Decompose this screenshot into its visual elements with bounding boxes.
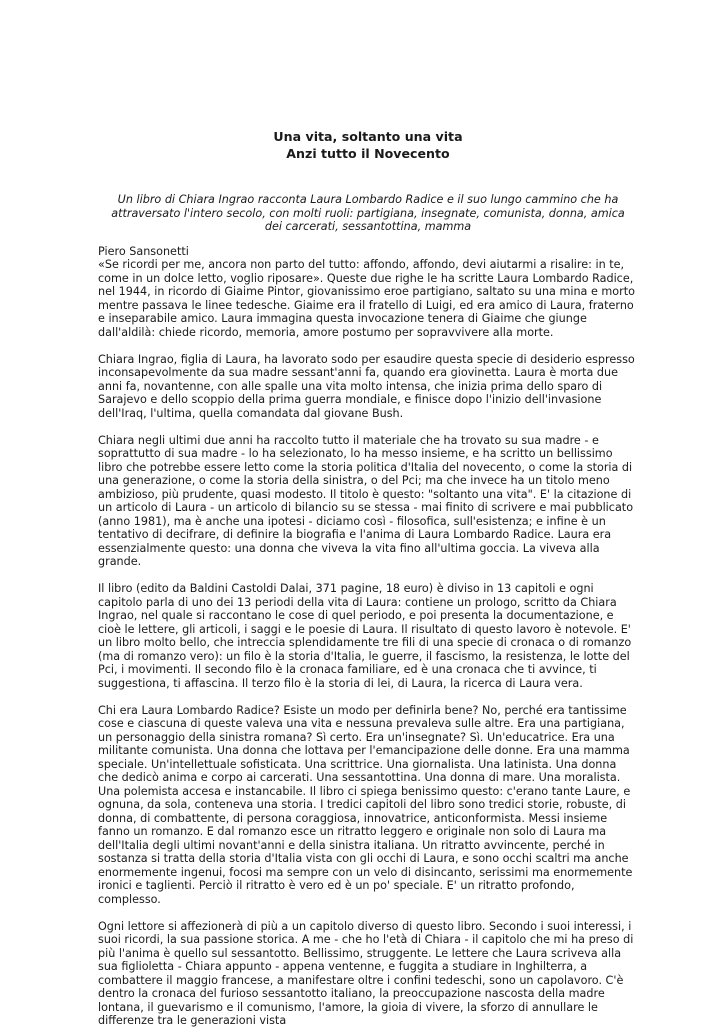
title-line-2: Anzi tutto il Novecento (286, 146, 450, 161)
paragraph-1: «Se ricordi per me, ancora non parto del tutto: affondo, affondo, devi aiutarmi a risalire: in te, come in un dolce letto, voglio riposare». Queste due righe le ha scritte Laura Lombardo Radice, nel 1944, in ricordo di Giaime Pintor, giovanissimo eroe partigiano, saltato su una mina e morto mentre passava le linee tedesche. Giaime era il fratello di Luigi, ed era amico di Laura, fraterno e inseparabile amico. Laura immagina questa invocazione tenera di Giaime che giunge dall'aldilà: chiede ricordo, memoria, amore postumo per sopravvivere alla morte. (98, 258, 635, 339)
title-line-1: Una vita, soltanto una vita (273, 129, 463, 144)
paragraph-2: Chiara Ingrao, figlia di Laura, ha lavorato sodo per esaudire questa specie di desiderio espresso inconsapevolmente da sua madre sessant'anni fa, quando era giovinetta. Laura è morta due anni fa, novantenne, con alle spalle una vita molto intensa, che inizia prima dello sparo di Sarajevo e dello scoppio della prima guerra mondiale, e finisce dopo l'inizio dell'invasione dell'Iraq, l'ultima, quella comandata dal giovane Bush. (98, 352, 635, 420)
paragraph-3: Chiara negli ultimi due anni ha raccolto tutto il materiale che ha trovato su sua madre - e soprattutto di sua madre - lo ha selezionato, lo ha messo insieme, e ha scritto un bellissimo libro che potrebbe essere letto come la storia politica d'Italia del novecento, o come la storia di una generazione, o come la storia della sinistra, o del Pci; ma che invece ha un titolo meno ambizioso, più prudente, quasi modesto. Il titolo è questo: "soltanto una vita". E' la citazione di un articolo di Laura - un articolo di bilancio su se stessa - mai finito di scrivere e mai pubblicato (anno 1981), ma è anche una ipotesi - diciamo così - filosofica, sull'esistenza; e infine è un tentativo di decifrare, di definire la biografia e l'anima di Laura Lombardo Radice. Laura era essenzialmente questo: una donna che viveva la vita fino all'ultima goccia. La viveva alla grande. (98, 433, 634, 568)
article-author: Piero Sansonetti (98, 244, 189, 258)
paragraph-4: Il libro (edito da Baldini Castoldi Dalai, 371 pagine, 18 euro) è diviso in 13 capitoli e ogni capitolo parla di uno dei 13 periodi della vita di Laura: contiene un prologo, scritto da Chiara Ingrao, nel quale si raccontano le cose di quel periodo, e poi presenta la documentazione, e cioè le lettere, gli articoli, i saggi e le poesie di Laura. Il risultato di questo lavoro è notevole. E' un libro molto bello, che intreccia splendidamente tre fili di una specie di cronaca o di romanzo (ma di romanzo vero): un filo è la storia d'Italia, le guerre, il fascismo, la resistenza, le lotte del Pci, i movimenti. Il secondo filo è la cronaca familiare, ed è una cronaca che ti avvince, ti suggestiona, ti affascina. Il terzo filo è la storia di lei, di Laura, la ricerca di Laura vera. (98, 582, 632, 690)
article-title (98, 128, 638, 162)
article-subtitle: Un libro di Chiara Ingrao racconta Laura Lombardo Radice e il suo lungo cammino che ha attraversato l'intero secolo, con molti ruoli: partigiana, insegnate, comunista, donna, amica dei carcerati, sessantottina, mamma (111, 193, 625, 233)
paragraph-6: Ogni lettore si affezionerà di più a un capitolo diverso di questo libro. Secondo i suoi interessi, i suoi ricordi, la sua passione storica. A me - che ho l'età di Chiara - il capitolo che mi ha preso di più l'anima è quello sul sessantotto. Bellissimo, struggente. Le lettere che Laura scriveva alla sua figlioletta - Chiara appunto - appena ventenne, e fuggita a studiare in Inghilterra, a combattere il maggio francese, a manifestare oltre i confini tedeschi, sono un capolavoro. C'è dentro la cronaca del furioso sessantotto italiano, la preoccupazione nascosta della madre lontana, il guevarismo e il comunismo, l'amore, la gioia di vivere, la sforzo di annullare le differenze tra le generazioni vista (98, 919, 634, 1027)
paragraph-5: Chi era Laura Lombardo Radice? Esiste un modo per definirla bene? No, perché era tantissime cose e ciascuna di queste valeva una vita e nessuna prevaleva sulle altre. Era una partigiana, un personaggio della sinistra romana? Sì certo. Era un'insegnate? Sì. Un'educatrice. Era una militante comunista. Una donna che lottava per l'emancipazione delle donne. Era una mamma speciale. Un'intellettuale sofisticata. Una scrittrice. Una giornalista. Una latinista. Una donna che dedicò anima e corpo ai carcerati. Una sessantottina. Una donna di mare. Una moralista. Una polemista accesa e instancabile. Il libro ci spiega benissimo questo: c'erano tante Laure, e ognuna, da sola, conteneva una storia. I tredici capitoli del libro sono tredici storie, robuste, di donna, di combattente, di persona coraggiosa, innovatrice, anticonformista. Messi insieme fanno un romanzo. E dal romanzo esce un ritratto leggero e originale non solo di Laura ma dell'Italia degli ultimi novant'anni e della sinistra italiana. Un ritratto avvincente, perché in sostanza si tratta della storia d'Italia vista con gli occhi di Laura, e sono occhi scaltri ma anche enormemente ingenui, focosi ma sempre con un velo di disincanto, serissimi ma enormemente ironici e taglienti. Perciò il ritratto è vero ed è un po' speciale. E' un ritratto profondo, complesso. (98, 703, 633, 906)
